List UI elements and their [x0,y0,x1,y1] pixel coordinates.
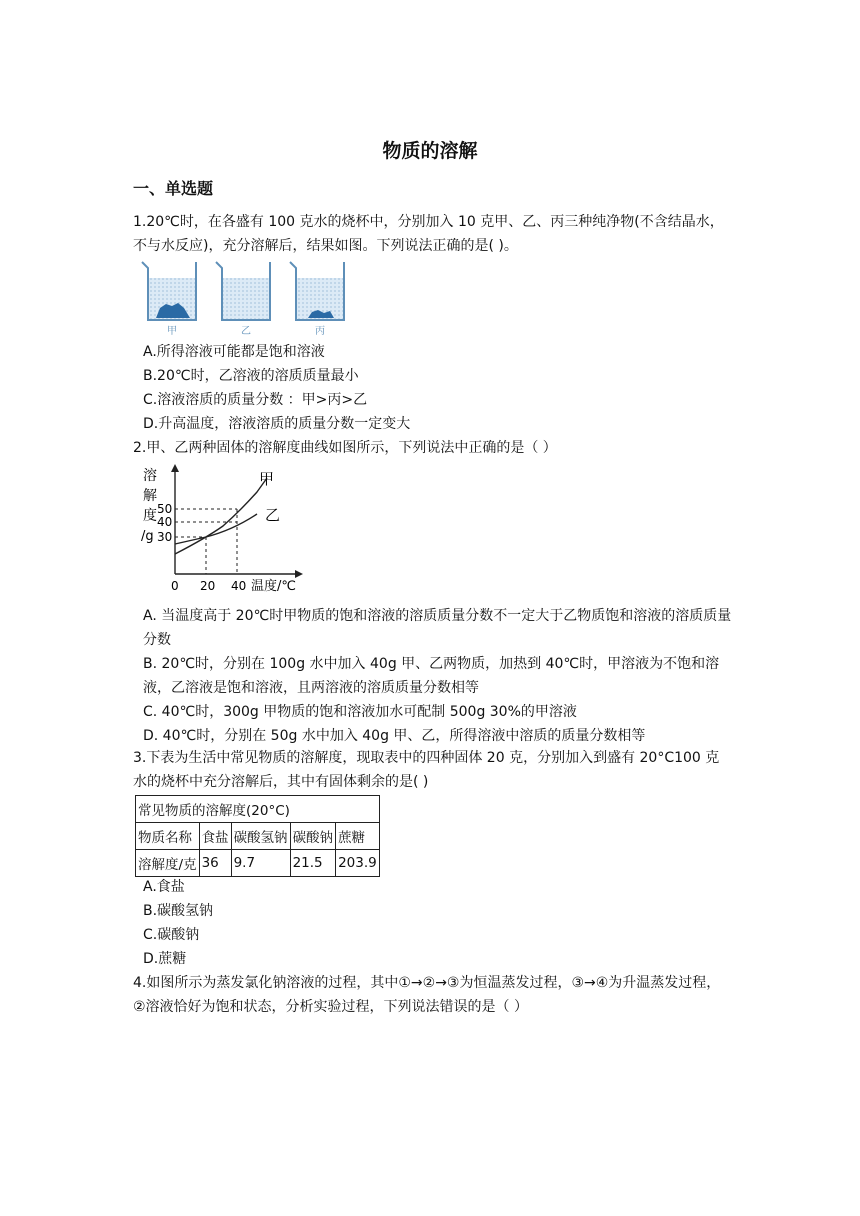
q2-option-c: C. 40℃时，300g 甲物质的饱和溶液加水可配制 500g 30%的甲溶液 [143,704,577,720]
table-cell: 203.9 [336,850,380,877]
ylabel-char-1: 溶 [143,468,157,484]
table-cell: 36 [199,850,231,877]
q1-option-b: B.20℃时，乙溶液的溶质质量最小 [143,368,359,384]
table-header-cell: 碳酸钠 [290,823,336,850]
ylabel-unit: /g [141,529,154,544]
table-header-cell: 碳酸氢钠 [231,823,290,850]
beakers-figure [138,258,358,338]
x-axis-arrow [295,570,303,578]
q2-option-d: D. 40℃时，分别在 50g 水中加入 40g 甲、乙，所得溶液中溶质的质量分数相等 [143,728,646,744]
table-cell: 溶解度/克 [136,850,200,877]
ytick-30: 30 [157,530,173,544]
document-title: 物质的溶解 [382,140,478,162]
table-header-cell: 物质名称 [136,823,200,850]
xtick-0: 0 [171,579,179,593]
ylabel-char-3: 度 [143,508,157,524]
ylabel-char-2: 解 [143,488,157,504]
question-4-stem: 4.如图所示为蒸发氯化钠溶液的过程，其中①→②→③为恒温蒸发过程，③→④为升温蒸发过程，②溶液恰好为饱和状态，分析实验过程，下列说法错误的是（ ） [133,975,721,1015]
q2-option-b: B. 20℃时，分别在 100g 水中加入 40g 甲、乙两物质，加热到 40℃时，甲溶液为不饱和溶液，乙溶液是饱和溶液，且两溶液的溶质质量分数相等 [143,656,720,696]
q3-option-a: A.食盐 [143,879,185,895]
ytick-40: 40 [157,515,173,529]
question-2-stem: 2.甲、乙两种固体的溶解度曲线如图所示，下列说法中正确的是（ ） [133,440,557,456]
table-header-cell: 食盐 [199,823,231,850]
q1-option-c: C.溶液溶质的质量分数 ：甲>丙>乙 [143,392,368,408]
ytick-50: 50 [157,502,173,516]
beaker-label-yi: 乙 [241,326,251,337]
table-header-cell: 蔗糖 [336,823,380,850]
q2-option-a: A. 当温度高于 20℃时甲物质的饱和溶液的溶质质量分数不一定大于乙物质饱和溶液的溶质质量分数 [143,608,732,648]
question-1-stem: 1.20℃时，在各盛有 100 克水的烧杯中，分别加入 10 克甲、乙、丙三种纯净物(不含结晶水，不与水反应)，充分溶解后，结果如图。下列说法正确的是( )。 [133,214,724,254]
table-header-row [136,823,380,850]
curve-yi [175,514,257,544]
series-label-jia: 甲 [259,470,275,488]
q1-option-a: A.所得溶液可能都是饱和溶液 [143,344,325,360]
beaker-jia [142,262,196,320]
question-3-stem: 3.下表为生活中常见物质的溶解度，现取表中的四种固体 20 克，分别加入到盛有 20°C100 克水的烧杯中充分溶解后，其中有固体剩余的是( ) [133,750,720,790]
table-cell: 21.5 [290,850,336,877]
solubility-table [135,795,380,877]
solubility-graph [133,462,313,598]
xlabel: 温度/℃ [251,579,296,594]
table-cell: 9.7 [231,850,290,877]
q3-option-d: D.蔗糖 [143,951,187,967]
beaker-bing [290,262,344,320]
q3-option-b: B.碳酸氢钠 [143,903,214,919]
q1-option-d: D.升高温度，溶液溶质的质量分数一定变大 [143,416,411,432]
table-row [136,850,380,877]
table-caption: 常见物质的溶解度(20°C) [136,796,380,823]
y-axis-arrow [171,464,179,472]
xtick-40: 40 [231,579,247,593]
section-heading: 一、单选题 [133,179,214,198]
beaker-label-bing: 丙 [315,326,325,337]
xtick-20: 20 [200,579,216,593]
beaker-yi [216,262,270,320]
q3-option-c: C.碳酸钠 [143,927,200,943]
beaker-label-jia: 甲 [167,326,177,337]
series-label-yi: 乙 [265,506,281,524]
